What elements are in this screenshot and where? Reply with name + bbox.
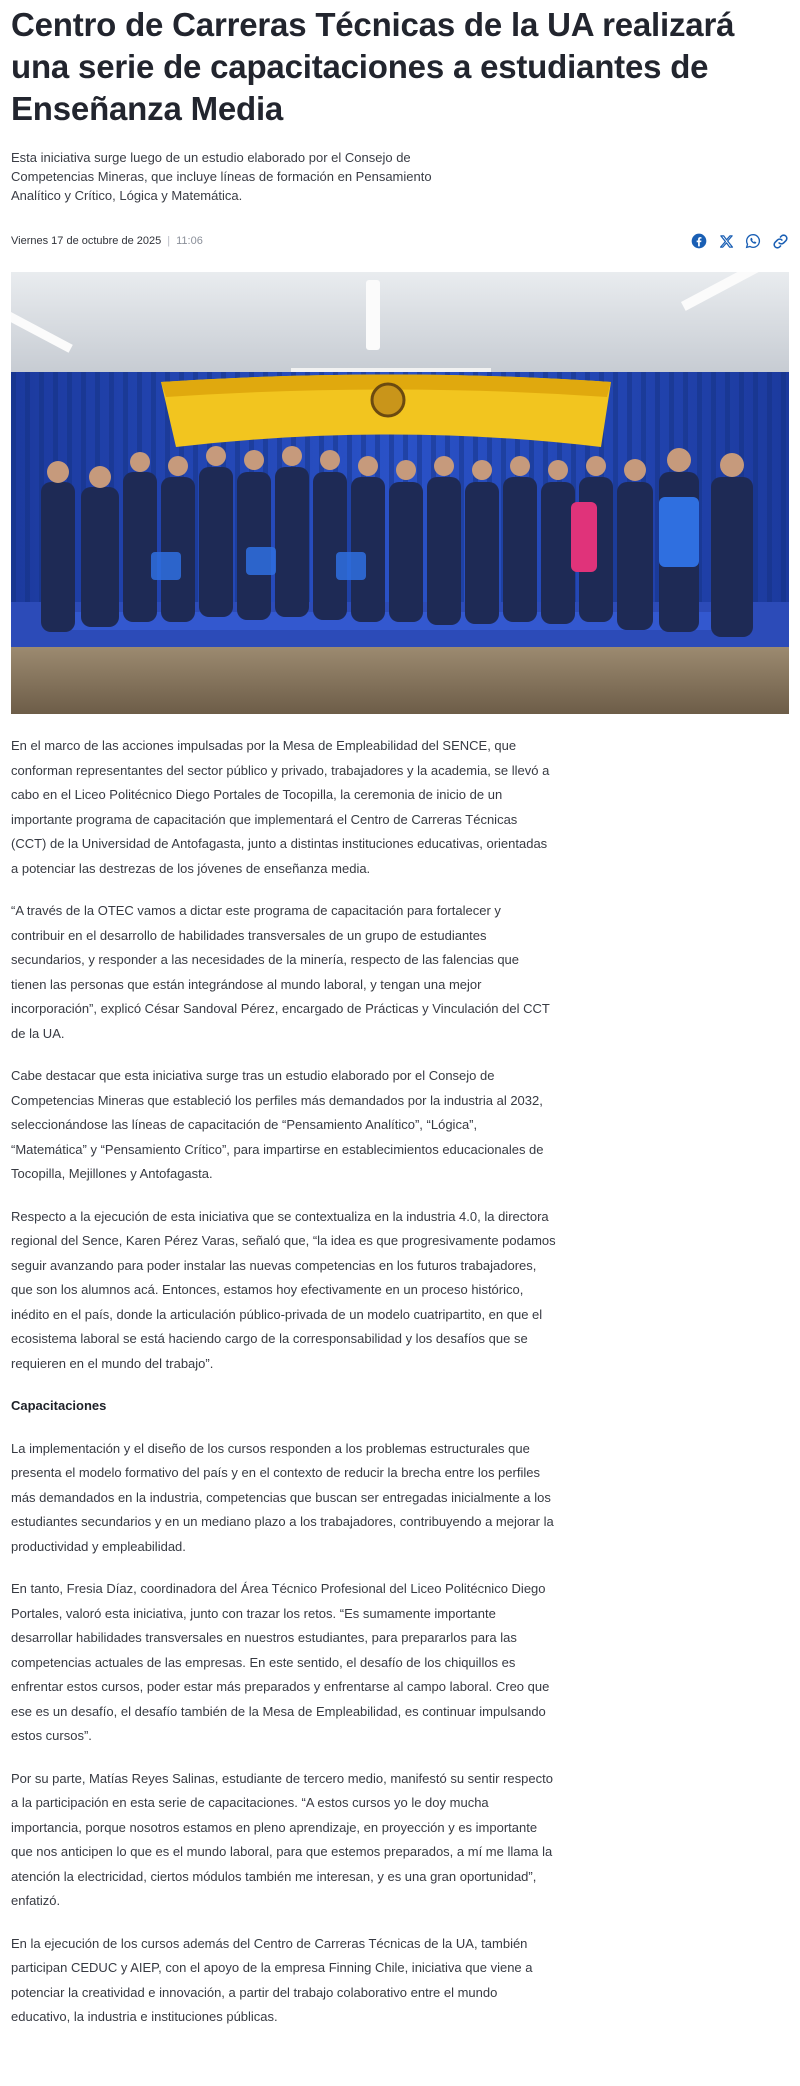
paragraph: En la ejecución de los cursos además del Centro de Carreras Técnicas de la UA, también participan CEDUC y AIEP, con el apoyo de la empresa Finning Chile, iniciativa que viene a potenciar la creatividad e innovación, a partir del trabajo colaborativo entre el mundo educativo, la industria e instituciones públicas. <box>11 1935 533 2024</box>
publish-time: 11:06 <box>176 235 203 247</box>
link-icon[interactable] <box>771 232 789 250</box>
section-heading: Capacitaciones <box>11 1398 107 1413</box>
paragraph: “A través de la OTEC vamos a dictar este programa de capacitación para fortalecer y contribuir en el desarrollo de habilidades transversales de un grupo de estudiantes secundarios, y responder a las necesidades de la minería, respecto de las falencias que tienen las personas que están integrándose al mundo laboral, y tengan una mejor incorporación”, explicó César Sandoval Pérez, encargado de Prácticas y Vinculación del CCT de la UA. <box>11 903 550 1041</box>
paragraph: Por su parte, Matías Reyes Salinas, estudiante de tercero medio, manifestó su sentir respecto a la participación en esta serie de capacitaciones. “A estos cursos yo le doy mucha importancia, porque nosotros estamos en pleno aprendizaje, en proyección y es importante que nos anticipen lo que es el mundo laboral, para que estemos preparados, a mí me llama la atención la electricidad, ciertos módulos también me interesan, y es una gran oportunidad”, enfatizó. <box>11 1770 553 1908</box>
x-icon[interactable] <box>717 232 735 250</box>
article-title: Centro de Carreras Técnicas de la UA realizará una serie de capacitaciones a estudiantes de Enseñanza Media <box>11 6 735 127</box>
article-lead: Esta iniciativa surge luego de un estudio elaborado por el Consejo de Competencias Mineras, que incluye líneas de formación en Pensamiento Analítico y Crítico, Lógica y Matemática. <box>11 150 432 203</box>
article-meta <box>11 235 203 247</box>
share-bar <box>690 232 789 250</box>
facebook-icon[interactable] <box>690 232 708 250</box>
paragraph: En tanto, Fresia Díaz, coordinadora del Área Técnico Profesional del Liceo Politécnico Diego Portales, valoró esta iniciativa, junto con trazar los retos. “Es sumamente importante desarrollar habilidades transversales en nuestros estudiantes, para prepararlos para las competencias actuales de las empresas. En este sentido, el desafío de los chiquillos es enfrentar estos cursos, poder estar más preparados y enfrentarse al campo laboral. Creo que ese es un desafío, el desafío también de la Mesa de Empleabilidad, es continuar impulsando estos cursos”. <box>11 1581 550 1743</box>
article-photo <box>11 272 789 714</box>
meta-row <box>11 231 789 251</box>
paragraph: Cabe destacar que esta iniciativa surge tras un estudio elaborado por el Consejo de Competencias Mineras que estableció los perfiles más demandados por la industria al 2032, seleccionándose las líneas de capacitación de “Pensamiento Analítico”, “Lógica”, “Matemática” y “Pensamiento Crítico”, para impartirse en establecimientos educacionales de Tocopilla, Mejillones y Antofagasta. <box>11 1068 544 1181</box>
group-photo-illustration <box>11 272 789 714</box>
whatsapp-icon[interactable] <box>744 232 762 250</box>
paragraph: La implementación y el diseño de los cursos responden a los problemas estructurales que presenta el modelo formativo del país y en el contexto de reducir la brecha entre los perfiles más demandados en la industria, competencias que buscan ser entregadas inicialmente a los estudiantes secundarios y en un mediano plazo a los trabajadores, contribuyendo a mejorar la productividad y empleabilidad. <box>11 1440 554 1554</box>
publish-date: Viernes 17 de octubre de 2025 <box>11 235 162 247</box>
article-body <box>11 734 556 2030</box>
paragraph: En el marco de las acciones impulsadas por la Mesa de Empleabilidad del SENCE, que conforman representantes del sector público y privado, trabajadores y la academia, se llevó a cabo en el Liceo Politécnico Diego Portales de Tocopilla, la ceremonia de inicio de un importante programa de capacitación que implementará el Centro de Carreras Técnicas (CCT) de la Universidad de Antofagasta, junto a distintas instituciones educativas, orientadas a potenciar las destrezas de los jóvenes de enseñanza media. <box>11 738 550 876</box>
paragraph: Respecto a la ejecución de esta iniciativa que se contextualiza en la industria 4.0, la directora regional del Sence, Karen Pérez Varas, señaló que, “la idea es que progresivamente podamos seguir avanzando para poder instalar las nuevas competencias en los futuros trabajadores, que son los alumnos acá. Entonces, estamos hoy efectivamente en un proceso histórico, inédito en el país, donde la articulación público-privada de un modelo cuatripartito, en que el ecosistema laboral se está haciendo cargo de la corresponsabilidad y los desafíos que se requieren en el mundo del trabajo”. <box>11 1208 556 1371</box>
meta-separator: | <box>167 235 171 247</box>
